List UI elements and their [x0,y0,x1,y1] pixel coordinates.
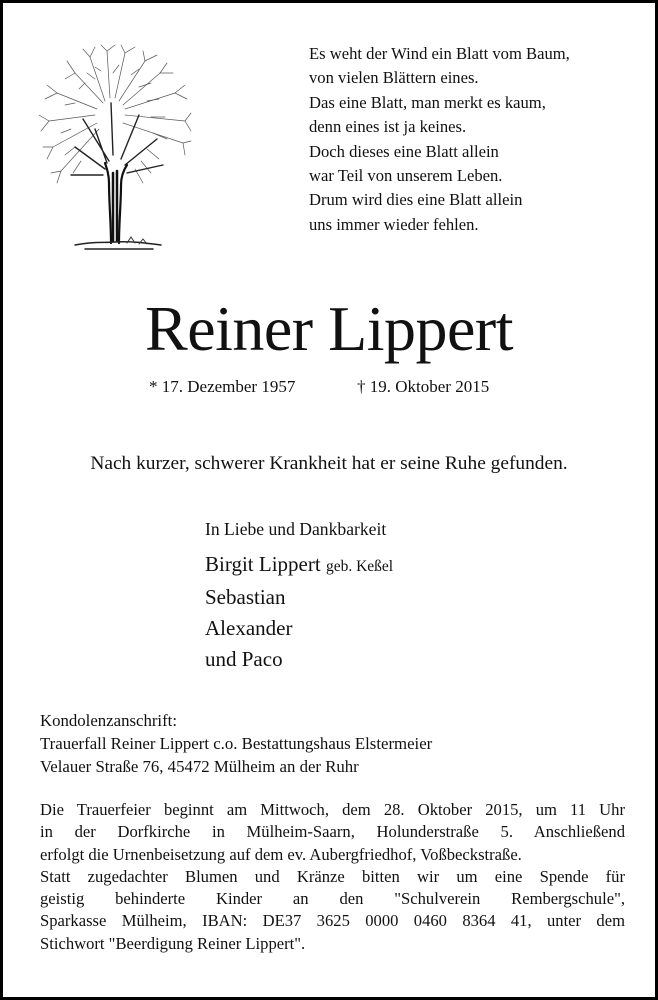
mourner [205,582,625,613]
poem [309,42,639,237]
mourner [205,644,625,675]
poem-line: denn eines ist ja keines. [309,117,467,137]
ceremony-line: Sparkasse Mülheim, IBAN: DE37 3625 0000 0460 8364 41, unter dem [40,911,625,931]
poem-line: Es weht der Wind ein Blatt vom Baum, [309,44,570,63]
ceremony-info [40,799,625,955]
deceased-name: Reiner Lippert [145,293,513,364]
condolence-heading: Kondolenzanschrift: [40,711,178,730]
mourners [205,517,625,675]
poem-line: Doch dieses eine Blatt allein [309,141,499,161]
mourner-suffix: geb. Keßel [325,558,394,575]
ceremony-line: Statt zugedachter Blumen und Kränze bitten wir um eine Spende für [40,866,625,886]
ceremony-line: in der Dorfkirche in Mülheim-Saarn, Holunderstraße 5. Anschließend [40,822,625,842]
ceremony-line: Stichwort "Beerdigung Reiner Lippert". [40,933,306,953]
birth-date: * 17. Dezember 1957 [149,377,296,396]
poem-line: war Teil von unserem Leben. [309,166,503,186]
mourner-name: Alexander [205,616,293,640]
ceremony-line: erfolgt die Urnenbeisetzung auf dem ev. Aubergfriedhof, Voßbeckstraße. [40,844,522,864]
ceremony-line: Die Trauerfeier beginnt am Mittwoch, dem 28. Oktober 2015, um 11 Uhr [40,800,625,819]
poem-line: Drum wird dies eine Blatt allein [309,190,523,210]
poem-line: von vielen Blättern eines. [309,68,479,88]
poem-line: uns immer wieder fehlen. [309,214,479,234]
ceremony-line: geistig behinderte Kinder an den "Schulverein Rembergschule", [40,889,625,909]
condolence-line: Trauerfall Reiner Lippert c.o. Bestattungshaus Elstermeier [40,734,433,753]
mourner-name: und Paco [205,647,283,671]
mourner-name: Sebastian [205,585,286,609]
tree-illustration [35,43,195,258]
condolence-line: Velauer Straße 76, 45472 Mülheim an der Ruhr [40,757,359,776]
mourner [205,549,625,582]
mourner [205,613,625,644]
mourner-name: Birgit Lippert [205,552,321,576]
mourners-intro: In Liebe und Dankbarkeit [205,519,387,539]
poem-line: Das eine Blatt, man merkt es kaum, [309,92,546,112]
death-date: † 19. Oktober 2015 [357,377,490,396]
tagline: Nach kurzer, schwerer Krankheit hat er seine Ruhe gefunden. [90,453,568,474]
condolence-address [40,709,630,778]
